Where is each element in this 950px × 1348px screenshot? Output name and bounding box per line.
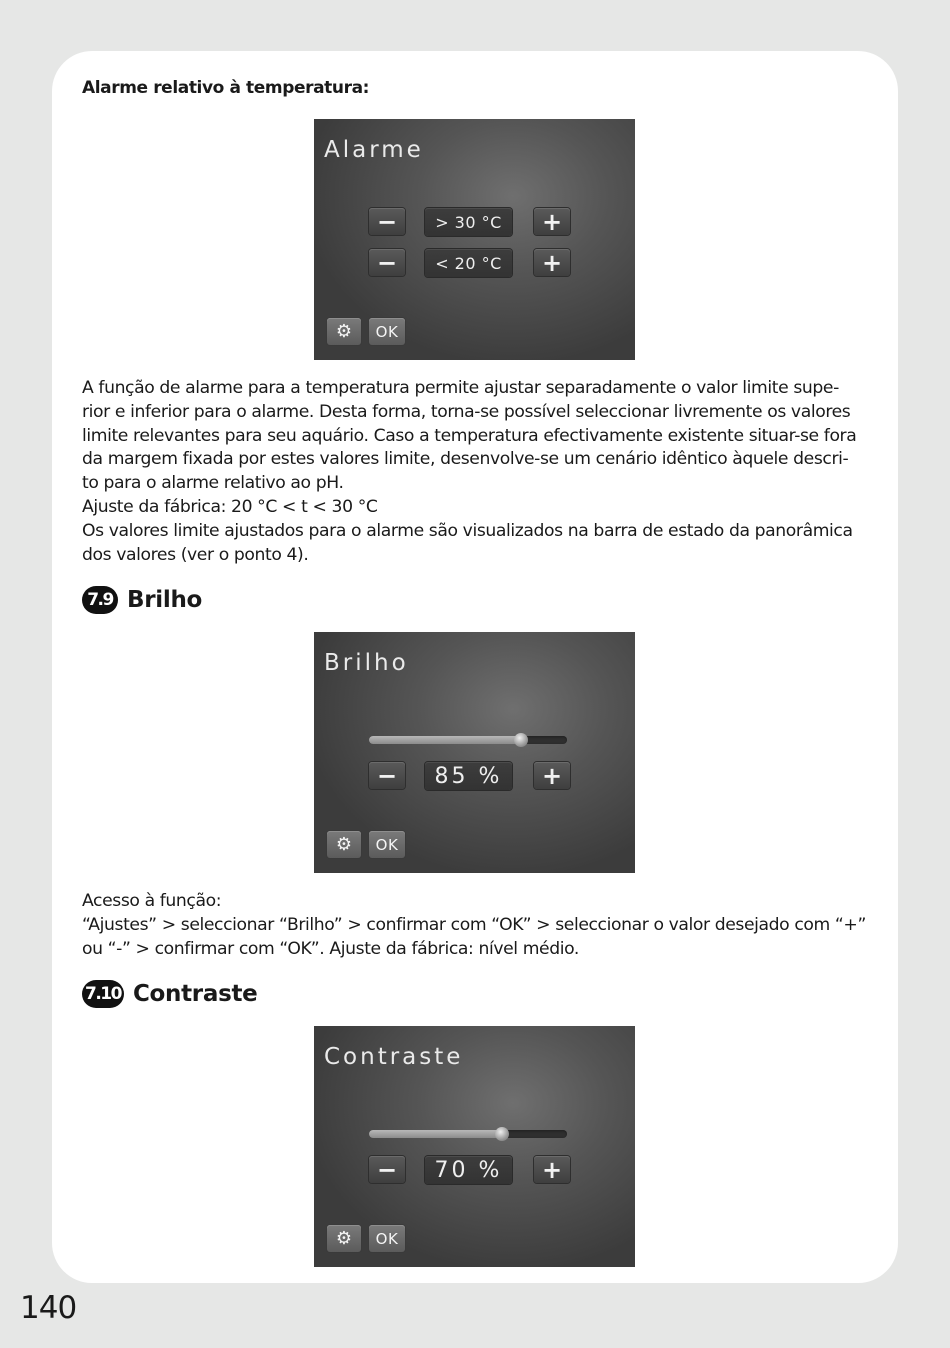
slider-fill	[369, 1130, 502, 1138]
section-number-badge: 7.10	[82, 980, 124, 1008]
ok-button[interactable]: OK	[369, 1225, 405, 1252]
factory-setting: Ajuste da fábrica: 20 °C < t < 30 °C	[82, 496, 378, 517]
text-line: A função de alarme para a temperatura permite ajustar separadamente o valor limite supe-	[82, 378, 839, 398]
text-line: dos valores (ver o ponto 4).	[82, 544, 309, 565]
text-line: “Ajustes” > seleccionar “Brilho” > confirmar com “OK” > seleccionar o valor desejado com “+”	[82, 914, 866, 935]
contraste-screen	[314, 1026, 635, 1267]
slider-knob[interactable]	[495, 1127, 509, 1141]
gear-icon: ⚙	[335, 834, 353, 855]
slider-fill	[369, 736, 521, 744]
brilho-description	[82, 890, 872, 961]
text-line: da margem fixada por estes valores limite, desenvolve-se um cenário idêntico àquele descri-	[82, 449, 849, 470]
brilho-heading	[82, 586, 202, 614]
text-line: to para o alarme relativo ao pH.	[82, 473, 344, 494]
section-number-badge: 7.9	[82, 586, 118, 614]
section-title: Brilho	[127, 587, 203, 613]
upper-limit-value: > 30 °C	[425, 208, 512, 236]
ok-button[interactable]: OK	[369, 831, 405, 858]
slider-knob[interactable]	[514, 733, 528, 747]
contrast-value: 70 %	[425, 1156, 512, 1184]
section-title: Contraste	[132, 981, 258, 1007]
text-line: Acesso à função:	[82, 891, 222, 911]
plus-button[interactable]: +	[534, 762, 570, 789]
text-line: rior e inferior para o alarme. Desta forma, torna-se possível seleccionar livremente os valores	[82, 401, 851, 422]
alarm-screen	[314, 119, 635, 360]
plus-button[interactable]: +	[534, 1156, 570, 1183]
lower-plus-button[interactable]: +	[534, 249, 570, 276]
contrast-slider[interactable]	[369, 1130, 567, 1138]
minus-button[interactable]: −	[369, 762, 405, 789]
settings-button[interactable]	[327, 318, 361, 345]
lower-limit-value: < 20 °C	[425, 249, 512, 277]
settings-button[interactable]	[327, 1225, 361, 1252]
brilho-screen	[314, 632, 635, 873]
gear-icon: ⚙	[335, 1228, 353, 1249]
upper-plus-button[interactable]: +	[534, 208, 570, 235]
lower-minus-button[interactable]: −	[369, 249, 405, 276]
screen-title: Alarme	[324, 137, 424, 163]
gear-icon: ⚙	[335, 321, 353, 342]
brightness-value: 85 %	[425, 762, 512, 790]
upper-minus-button[interactable]: −	[369, 208, 405, 235]
screen-title: Contraste	[324, 1044, 464, 1070]
text-line: ou “-” > confirmar com “OK”. Ajuste da fábrica: nível médio.	[82, 938, 579, 959]
ok-button[interactable]: OK	[369, 318, 405, 345]
brightness-slider[interactable]	[369, 736, 567, 744]
alarm-subheading: Alarme relativo à temperatura:	[82, 78, 370, 98]
page-number: 140	[20, 1290, 77, 1326]
screen-title: Brilho	[324, 650, 409, 676]
text-line: limite relevantes para seu aquário. Caso a temperatura efectivamente existente situar-se fora	[82, 425, 857, 446]
text-line: Os valores limite ajustados para o alarme são visualizados na barra de estado da panorâmica	[82, 520, 853, 541]
contraste-heading	[82, 980, 257, 1008]
alarm-description	[82, 377, 872, 567]
minus-button[interactable]: −	[369, 1156, 405, 1183]
settings-button[interactable]	[327, 831, 361, 858]
